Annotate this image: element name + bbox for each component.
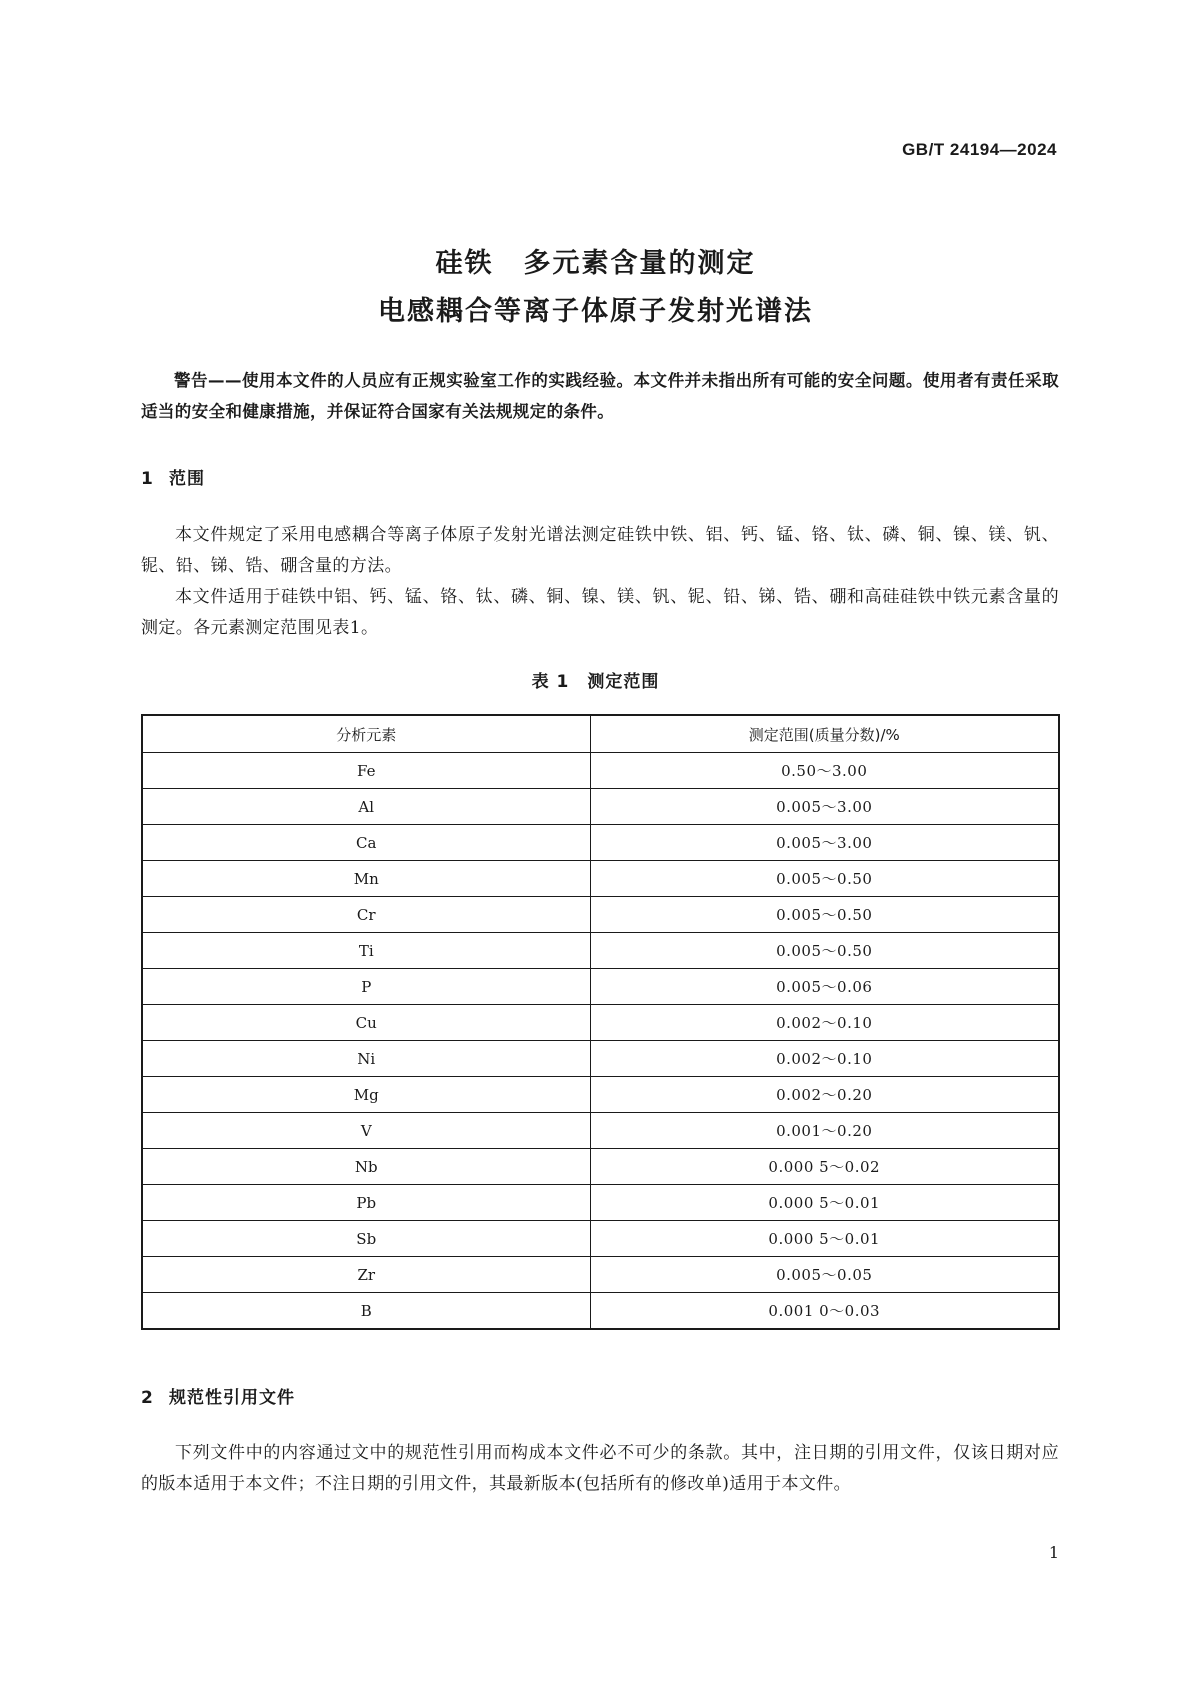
range-cell: 0.000 5～0.02 <box>590 1149 1059 1185</box>
element-cell: V <box>142 1113 590 1149</box>
element-cell: Sb <box>142 1221 590 1257</box>
range-cell: 0.002～0.10 <box>590 1005 1059 1041</box>
element-cell: Pb <box>142 1185 590 1221</box>
table-row <box>142 1149 1059 1185</box>
title-line-1 <box>0 240 1191 288</box>
table-row <box>142 1041 1059 1077</box>
measurement-range-table <box>141 714 1060 1330</box>
title-line-1-part-2: 多元素含量的测定 <box>523 248 756 279</box>
warning-paragraph: 警告——使用本文件的人员应有正规实验室工作的实践经验。本文件并未指出所有可能的安全问题。使用者有责任采取适当的安全和健康措施，并保证符合国家有关法规规定的条件。 <box>141 371 1059 421</box>
range-cell: 0.002～0.20 <box>590 1077 1059 1113</box>
range-cell: 0.005～3.00 <box>590 789 1059 825</box>
element-cell: Cu <box>142 1005 590 1041</box>
table-row <box>142 1293 1059 1330</box>
table-header-row <box>142 715 1059 753</box>
table-row <box>142 1257 1059 1293</box>
element-cell: Ni <box>142 1041 590 1077</box>
table-row <box>142 789 1059 825</box>
table-row <box>142 825 1059 861</box>
element-cell: Mn <box>142 861 590 897</box>
range-cell: 0.005～0.50 <box>590 861 1059 897</box>
document-title <box>0 240 1191 336</box>
element-cell: B <box>142 1293 590 1330</box>
table-row <box>142 753 1059 789</box>
page-number: 1 <box>1048 1543 1059 1562</box>
range-cell: 0.002～0.10 <box>590 1041 1059 1077</box>
section-2-heading <box>141 1383 295 1408</box>
table-row <box>142 1005 1059 1041</box>
section-1-title: 范围 <box>169 469 205 489</box>
table-row <box>142 933 1059 969</box>
table-row <box>142 897 1059 933</box>
table-1-caption-title: 测定范围 <box>587 672 660 692</box>
element-cell: P <box>142 969 590 1005</box>
section-1-number: 1 <box>141 469 154 489</box>
element-cell: Zr <box>142 1257 590 1293</box>
section-2-paragraph: 下列文件中的内容通过文中的规范性引用而构成本文件必不可少的条款。其中，注日期的引用文件，仅该日期对应的版本适用于本文件；不注日期的引用文件，其最新版本(包括所有的修改单)适用于本文件。 <box>141 1443 1059 1494</box>
table-1-caption <box>0 667 1191 692</box>
standard-number: GB/T 24194—2024 <box>902 140 1057 159</box>
table-row <box>142 1077 1059 1113</box>
range-cell: 0.005～0.05 <box>590 1257 1059 1293</box>
element-cell: Fe <box>142 753 590 789</box>
element-cell: Nb <box>142 1149 590 1185</box>
table-row <box>142 1221 1059 1257</box>
range-cell: 0.005～3.00 <box>590 825 1059 861</box>
range-cell: 0.001～0.20 <box>590 1113 1059 1149</box>
table-row <box>142 969 1059 1005</box>
range-cell: 0.005～0.06 <box>590 969 1059 1005</box>
range-cell: 0.000 5～0.01 <box>590 1221 1059 1257</box>
section-1-paragraph-1: 本文件规定了采用电感耦合等离子体原子发射光谱法测定硅铁中铁、铝、钙、锰、铬、钛、磷、铜、镍、镁、钒、铌、铅、锑、锆、硼含量的方法。 <box>141 525 1059 576</box>
table-1-caption-number: 表 1 <box>531 672 570 692</box>
table-row <box>142 1113 1059 1149</box>
section-2-number: 2 <box>141 1388 154 1408</box>
range-cell: 0.000 5～0.01 <box>590 1185 1059 1221</box>
section-2-title: 规范性引用文件 <box>169 1388 295 1408</box>
section-1-heading <box>141 464 205 489</box>
column-header-element: 分析元素 <box>142 715 590 753</box>
range-cell: 0.005～0.50 <box>590 933 1059 969</box>
range-cell: 0.001 0～0.03 <box>590 1293 1059 1330</box>
range-cell: 0.50～3.00 <box>590 753 1059 789</box>
element-cell: Cr <box>142 897 590 933</box>
title-line-2: 电感耦合等离子体原子发射光谱法 <box>378 296 813 327</box>
element-cell: Al <box>142 789 590 825</box>
element-cell: Ti <box>142 933 590 969</box>
table-row <box>142 861 1059 897</box>
column-header-range: 测定范围(质量分数)/% <box>590 715 1059 753</box>
section-1-paragraph-2: 本文件适用于硅铁中铝、钙、锰、铬、钛、磷、铜、镍、镁、钒、铌、铅、锑、锆、硼和高硅硅铁中铁元素含量的测定。各元素测定范围见表1。 <box>141 587 1059 638</box>
table-row <box>142 1185 1059 1221</box>
title-line-1-part-1: 硅铁 <box>435 248 494 279</box>
element-cell: Mg <box>142 1077 590 1113</box>
range-cell: 0.005～0.50 <box>590 897 1059 933</box>
element-cell: Ca <box>142 825 590 861</box>
